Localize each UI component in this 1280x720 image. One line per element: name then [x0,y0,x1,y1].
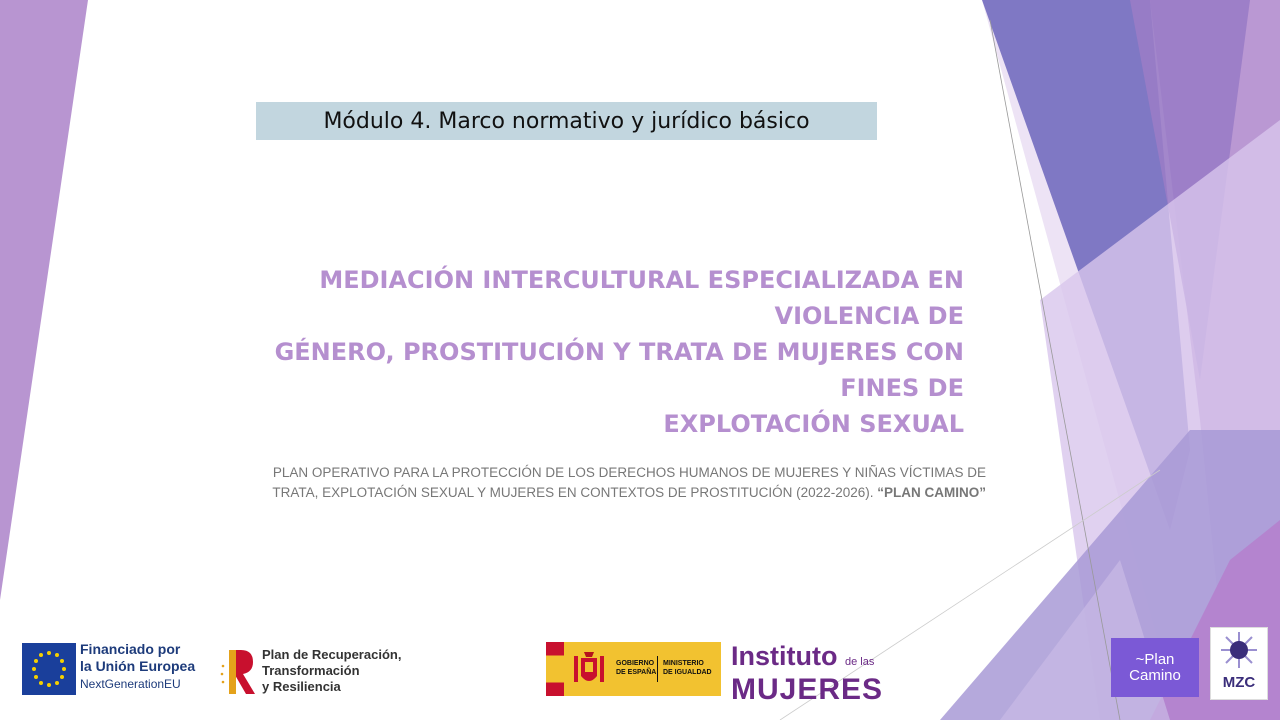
main-title [190,262,964,442]
mzc-logo [1210,627,1268,700]
mzc-star-icon [1211,628,1267,674]
gobierno-line-1: GOBIERNO [616,660,655,667]
prtr-line-3: y Resiliencia [262,679,341,694]
subtitle-line-1: PLAN OPERATIVO PARA LA PROTECCIÓN DE LOS DERECHOS HUMANOS DE MUJERES Y NIÑAS VÍCTIMAS DE [272,465,986,480]
subtitle-line-2-text: TRATA, EXPLOTACIÓN SEXUAL Y MUJERES EN CONTEXTOS DE PROSTITUCIÓN (2022-2026). [272,485,874,500]
ministerio-line-1: MINISTERIO [663,660,704,667]
gobierno-logo [546,642,721,696]
eu-line-1: Financiado por [80,641,181,657]
ministerio-line-2: DE IGUALDAD [663,669,712,676]
spain-flag-icon [546,642,564,696]
plan-camino-line-2: Camino [1129,666,1181,684]
main-title-line-3: EXPLOTACIÓN SEXUAL [663,410,964,438]
prtr-text [262,647,401,695]
ministerio-text [663,659,712,677]
mujeres-word: MUJERES [731,673,884,706]
eu-flag-icon [22,643,76,695]
module-title: Módulo 4. Marco normativo y jurídico básico [323,108,810,134]
subtitle [250,463,986,503]
main-title-line-2: GÉNERO, PROSTITUCIÓN Y TRATA DE MUJERES CON FINES DE [274,338,964,402]
plan-camino-arrow-icon: ~ [1135,650,1145,668]
subtitle-line-2 [250,483,986,503]
gobierno-text [616,659,656,677]
prtr-line-2: Transformación [262,663,360,678]
subtitle-plan-camino: “PLAN CAMINO” [877,485,986,500]
prtr-line-1: Plan de Recuperación, [262,647,402,662]
plan-camino-line-1 [1111,652,1199,668]
mzc-text: MZC [1222,674,1256,691]
spain-coat-of-arms-icon [572,650,606,688]
instituto-mujeres-logo [731,642,883,704]
eu-line-2: la Unión Europea [80,658,196,674]
prtr-logo-icon [219,646,259,696]
main-title-line-1: MEDIACIÓN INTERCULTURAL ESPECIALIZADA EN VIOLENCIA DE [319,266,964,330]
eu-funding-text [80,641,195,693]
gobierno-line-2: DE ESPAÑA [616,669,657,676]
module-title-box [256,102,877,140]
eu-line-3: NextGenerationEU [80,677,181,691]
gobierno-divider [657,656,658,682]
plan-camino-logo [1111,638,1199,697]
instituto-small: de las [845,656,875,668]
instituto-word: Instituto [731,641,838,671]
plan-camino-word-1: Plan [1144,650,1175,668]
